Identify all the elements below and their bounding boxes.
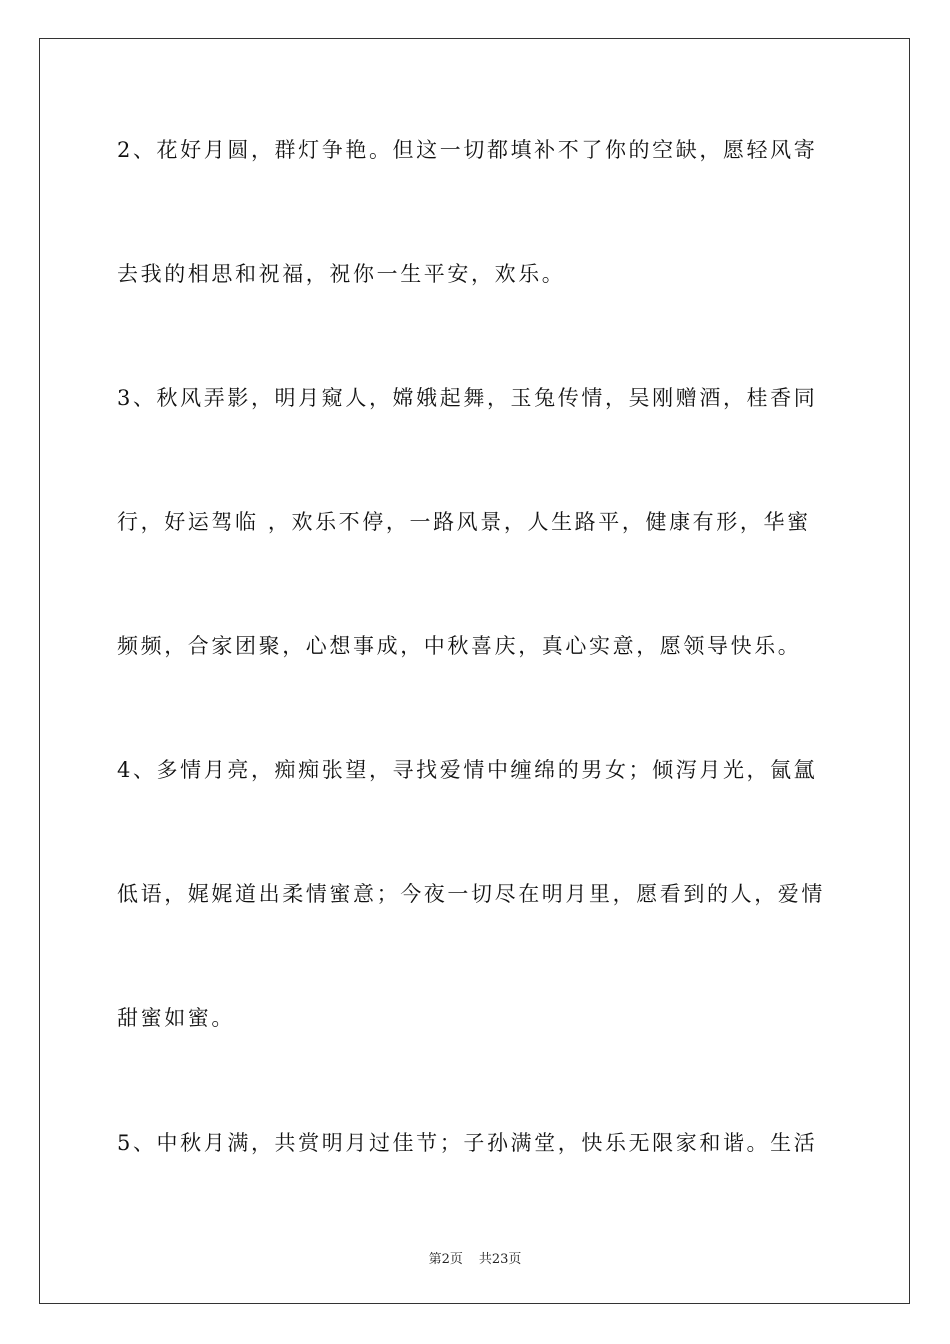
- text-line: 行，好运驾临 ，欢乐不停，一路风景，人生路平，健康有形，华蜜: [117, 510, 811, 534]
- text-line: 3、秋风弄影，明月窥人，嫦娥起舞，玉兔传情，吴刚赠酒，桂香同: [117, 386, 818, 410]
- text-line: 2、花好月圆，群灯争艳。但这一切都填补不了你的空缺，愿轻风寄: [117, 138, 818, 162]
- text-line: 甜蜜如蜜。: [117, 1006, 235, 1030]
- text-line: 5、中秋月满，共赏明月过佳节；子孙满堂，快乐无限家和谐。生活: [117, 1131, 818, 1155]
- text-line: 频频，合家团聚，心想事成，中秋喜庆，真心实意，愿领导快乐。: [117, 634, 802, 658]
- text-line: 4、多情月亮，痴痴张望，寻找爱情中缠绵的男女；倾泻月光，氤氲: [117, 758, 818, 782]
- page-total: 共23页: [478, 1252, 522, 1267]
- page-frame: [39, 38, 910, 1304]
- text-line: 去我的相思和祝福，祝你一生平安，欢乐。: [117, 262, 566, 286]
- page-footer: [0, 1248, 950, 1267]
- text-line: 低语，娓娓道出柔情蜜意；今夜一切尽在明月里，愿看到的人，爱情: [117, 882, 825, 906]
- page-number: 第2页: [428, 1252, 463, 1267]
